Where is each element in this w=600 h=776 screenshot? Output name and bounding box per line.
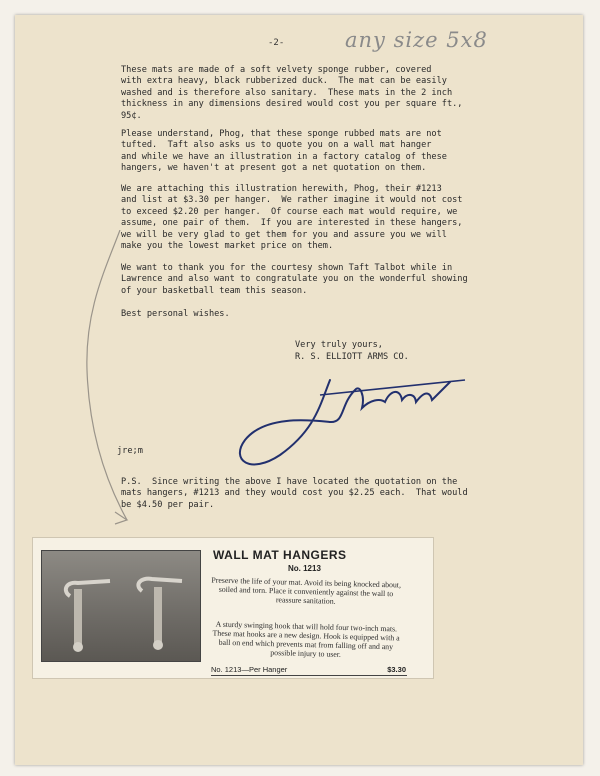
clipping-price-line (211, 665, 406, 674)
signature (220, 360, 470, 470)
company-name: R. S. ELLIOTT ARMS CO. (295, 352, 409, 362)
paragraph-thanks: We want to thank you for the courtesy shown Taft Talbot while in Lawrence and also want to congratulate you on the wonderful showing of your basketball team this season. (121, 263, 468, 296)
clipping-title: WALL MAT HANGERS (213, 548, 347, 562)
catalog-clipping (32, 537, 434, 679)
page-number: -2- (268, 38, 285, 48)
hanger-image (41, 550, 201, 662)
price-value: $3.30 (387, 665, 406, 674)
paragraph-wishes: Best personal wishes. (121, 309, 230, 319)
clipping-rule (211, 675, 407, 676)
postscript: P.S. Since writing the above I have located the quotation on the mats hangers, #1213 and they would cost you $2.25 each. That would be $4.50 per pair. (121, 477, 468, 510)
hanger-illustration (42, 551, 200, 661)
typist-initials: jre;m (117, 446, 143, 456)
price-label: No. 1213—Per Hanger (211, 665, 288, 674)
paragraph-mats: These mats are made of a soft velvety sponge rubber, covered with extra heavy, black rubberized duck. The mat can be easily washed and is therefore also sanitary. These mats in the 2 inch thickness in any dimensions desired would cost you per square ft., 95¢. (121, 65, 463, 121)
handwritten-note: any size 5x8 (345, 28, 488, 52)
clipping-text-2: A sturdy swinging hook that will hold four two-inch mats. These mat hooks are a new design. Hook is equipped with a ball on end which prevents mat from falling off and any possible injury to user. (212, 619, 400, 659)
closing: Very truly yours, (295, 340, 383, 350)
paragraph-hangers: We are attaching this illustration herewith, Phog, their #1213 and list at $3.30 per hanger. We rather imagine it would not cost to exceed $2.20 per hanger. Of course each mat would require, we assume, one pair of them. If you are interested in these hangers, we will be very glad to get them for you and assure you we will make you the lowest market price on them. (121, 184, 463, 252)
clipping-number: No. 1213 (288, 564, 321, 573)
clipping-text-1: Preserve the life of your mat. Avoid its being knocked about, soiled and torn. Place it conveniently against the wall to reassure sanitation. (211, 575, 402, 606)
paragraph-tufted: Please understand, Phog, that these sponge rubbed mats are not tufted. Taft also asks us to quote you on a wall mat hanger and while we have an illustration in a factory catalog of these hangers, we haven't at present got a net quotation on them. (121, 129, 447, 174)
